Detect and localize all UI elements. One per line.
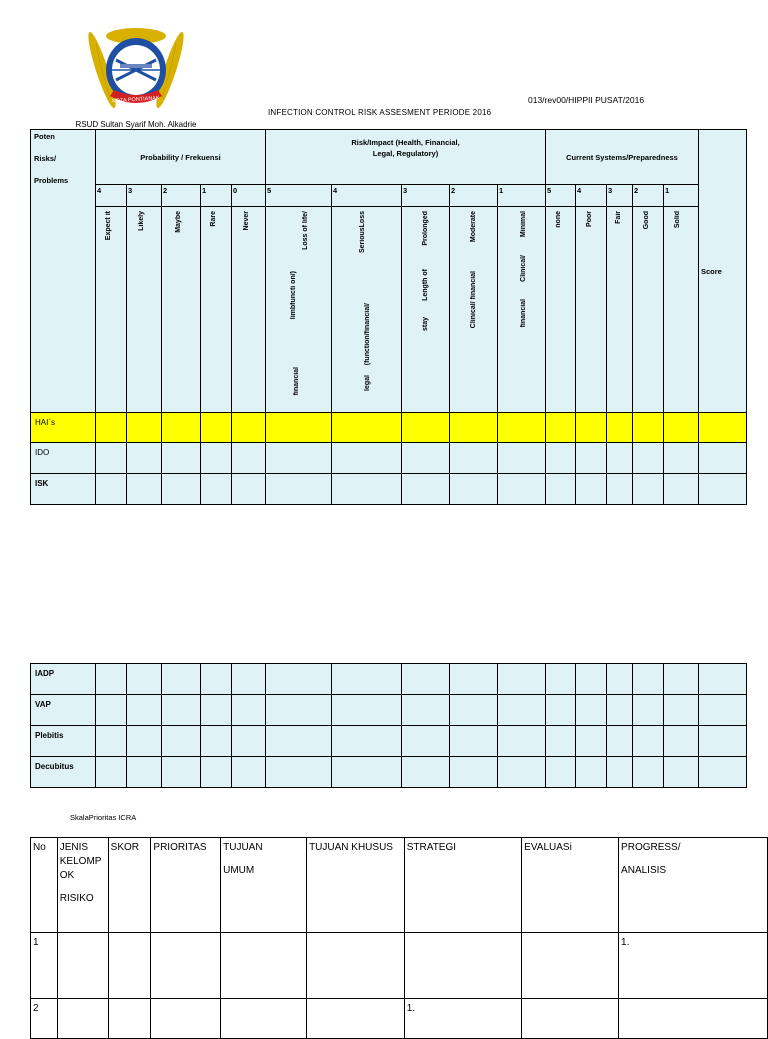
risk-assessment-table (30, 129, 747, 505)
row-strategi (404, 933, 521, 999)
impact-score-5: 5 (266, 185, 332, 207)
system-label-fair (607, 207, 633, 413)
system-label-text: Good (643, 211, 650, 230)
impact-label-line: Clinical/ (520, 255, 527, 282)
impact-header-line1: Risk/Impact (Health, Financial, (351, 138, 460, 147)
page-title: INFECTION CONTROL RISK ASSESMENT PERIODE 2016 (268, 108, 492, 117)
system-label-good (633, 207, 664, 413)
header-skor: SKOR (108, 838, 151, 933)
impact-label-line: legal (364, 375, 371, 391)
score-header-label: Score (701, 266, 722, 276)
system-score-5: 5 (546, 185, 576, 207)
prob-label-likely (127, 207, 162, 413)
impact-label-minimal (498, 207, 546, 413)
system-label-text: none (555, 211, 562, 228)
system-label-text: Poor (586, 211, 593, 227)
system-label-text: Solid (674, 211, 681, 229)
header-jenis-line1: JENIS (59, 842, 89, 853)
probability-header: Probability / Frekuensi (96, 130, 266, 185)
systems-header: Current Systems/Preparedness (546, 130, 699, 185)
hospital-logo (86, 24, 186, 116)
impact-label-line: financial (520, 299, 527, 328)
impact-score-1: 1 (498, 185, 546, 207)
system-label-poor (576, 207, 607, 413)
impact-label-moderate (450, 207, 498, 413)
header-tujuan-umum-line1: TUJUAN (223, 842, 263, 853)
impact-label-line: SeriousLoss (359, 211, 366, 254)
priority-row (31, 933, 768, 999)
table-row (31, 757, 747, 788)
prob-label-text: Expect it (105, 211, 112, 241)
prob-label-text: Likely (138, 211, 145, 231)
row-label-plebitis: Plebitis (31, 726, 96, 757)
priority-row (31, 999, 768, 1039)
table-row (31, 413, 747, 443)
header-evaluasi: EVALUASi (522, 838, 619, 933)
prob-label-never (232, 207, 266, 413)
impact-label-line: Loss of life/ (302, 211, 309, 250)
risk-column-header (31, 130, 96, 413)
header-prioritas: PRIORITAS (151, 838, 221, 933)
impact-score-3: 3 (402, 185, 450, 207)
system-label-text: Fair (615, 211, 622, 224)
system-label-none (546, 207, 576, 413)
prob-label-rare (201, 207, 232, 413)
impact-label-line: Length of (422, 269, 429, 301)
table-row (31, 726, 747, 757)
row-label-decubitus: Decubitus (31, 757, 96, 788)
prob-label-expect-it (96, 207, 127, 413)
row-label-iadp: IADP (31, 664, 96, 695)
row-no: 1 (31, 933, 58, 999)
row-label-isk: ISK (31, 474, 96, 505)
impact-header-line2: Legal, Regulatory) (372, 149, 439, 158)
document-code: 013/rev00/HIPPII PUSAT/2016 (528, 95, 645, 105)
header-jenis-line3: OK (59, 870, 75, 881)
header-progress (619, 838, 768, 933)
header-jenis-line2: KELOMP (59, 856, 102, 867)
prob-label-text: Maybe (175, 211, 182, 233)
impact-label-loss-of-life (266, 207, 332, 413)
impact-label-line: Clinical/ financial (470, 271, 477, 329)
table-row (31, 443, 747, 474)
table-row (31, 695, 747, 726)
impact-label-line: Prolonged (422, 211, 429, 246)
prob-label-text: Never (243, 211, 250, 231)
hospital-name-line1: RSUD Sultan Syarif Moh. Alkadrie (75, 120, 197, 129)
header-jenis (57, 838, 108, 933)
priority-table (30, 837, 768, 1039)
header-strategi: STRATEGI (404, 838, 521, 933)
row-label-ido: IDO (31, 443, 96, 474)
system-label-solid (664, 207, 699, 413)
risk-header-line1: Poten (34, 132, 55, 141)
row-label-hais: HAI`s (31, 413, 96, 443)
table-row (31, 664, 747, 695)
system-score-1: 1 (664, 185, 699, 207)
priority-header-row (31, 838, 768, 933)
impact-header (266, 130, 546, 185)
header-tujuan-khusus: TUJUAN KHUSUS (307, 838, 405, 933)
row-progress (619, 999, 768, 1039)
svg-text:KOTA PONTIANAK: KOTA PONTIANAK (111, 95, 160, 105)
prob-label-maybe (162, 207, 201, 413)
impact-label-line: stay (422, 317, 429, 332)
risk-header-line2: Risks/ (34, 154, 57, 163)
header-no: No (31, 838, 58, 933)
impact-label-line: Minimal (520, 211, 527, 238)
impact-label-line: Moderate (470, 211, 477, 243)
row-strategi: 1. (404, 999, 521, 1039)
header-progress-line2: ANALISIS (621, 865, 667, 876)
prob-score-4: 4 (96, 185, 127, 207)
table-row (31, 474, 747, 505)
prob-score-0: 0 (232, 185, 266, 207)
system-score-4: 4 (576, 185, 607, 207)
header-jenis-line4: RISIKO (59, 893, 94, 904)
impact-score-2: 2 (450, 185, 498, 207)
impact-label-line: financial (293, 367, 300, 396)
risk-header-line3: Problems (34, 176, 69, 185)
header-progress-line1: PROGRESS/ (621, 842, 681, 853)
header-tujuan-umum (221, 838, 307, 933)
risk-assessment-table-continued (30, 663, 747, 788)
impact-score-4: 4 (332, 185, 402, 207)
score-header (699, 130, 747, 413)
impact-label-serious-loss (332, 207, 402, 413)
prob-score-2: 2 (162, 185, 201, 207)
prob-score-3: 3 (127, 185, 162, 207)
prob-label-text: Rare (210, 211, 217, 227)
system-score-2: 2 (633, 185, 664, 207)
impact-label-prolonged (402, 207, 450, 413)
impact-label-line: (function/financial/ (364, 303, 371, 366)
prob-score-1: 1 (201, 185, 232, 207)
row-no: 2 (31, 999, 58, 1039)
header-tujuan-umum-line2: UMUM (223, 865, 255, 876)
system-score-3: 3 (607, 185, 633, 207)
impact-label-line: limbfuncti on/) (290, 271, 297, 320)
priority-scale-caption: SkalaPrioritas ICRA (70, 813, 137, 822)
row-label-vap: VAP (31, 695, 96, 726)
row-progress: 1. (619, 933, 768, 999)
